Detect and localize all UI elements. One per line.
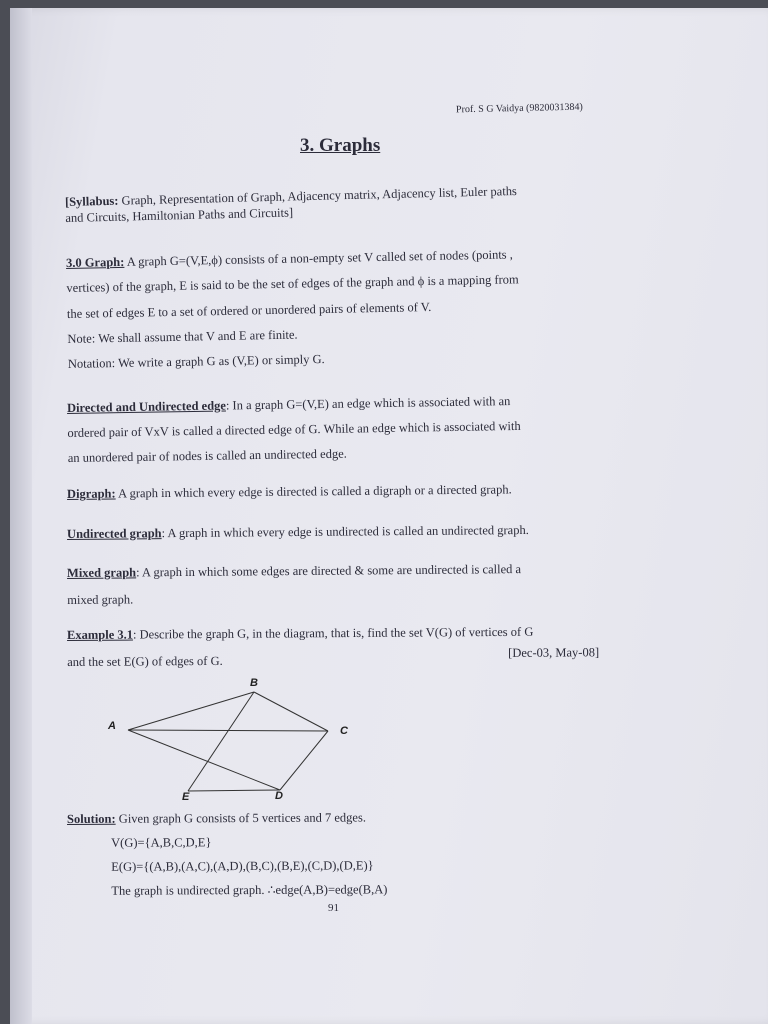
syllabus-line-1: Graph, Representation of Graph, Adjacency matrix, Adjacency list, Euler paths: [121, 183, 518, 208]
page-number: 91: [328, 902, 339, 914]
edge-a-b: [128, 692, 254, 730]
graph-diagram: [100, 676, 370, 806]
graph-heading: 3.0 Graph:: [65, 254, 125, 270]
graph-def-line-1: A graph G=(V,E,ϕ) consists of a non-empty set V called set of nodes (points ,: [126, 247, 513, 269]
vertex-label-b: B: [250, 677, 258, 689]
undirected-heading: Undirected graph: [66, 526, 162, 541]
undirected-conclusion: The graph is undirected graph. ∴edge(A,B)=edge(B,A): [111, 882, 388, 898]
directed-line-3: an unordered pair of nodes is called an undirected edge.: [67, 446, 347, 465]
vertex-label-d: D: [275, 790, 283, 802]
example-heading: Example 3.1: [66, 627, 134, 642]
edge-d-e: [188, 790, 280, 791]
vertex-label-c: C: [340, 725, 348, 737]
digraph-heading: Digraph:: [66, 486, 116, 501]
example-reference: [Dec-03, May-08]: [508, 645, 600, 660]
solution-line-1: Given graph G consists of 5 vertices and 7 edges.: [118, 810, 366, 826]
digraph-text: A graph in which every edge is directed is called a digraph or a directed graph.: [117, 482, 512, 501]
mixed-heading: Mixed graph: [66, 565, 137, 580]
directed-heading: Directed and Undirected edge: [66, 398, 226, 415]
note-text: Note: We shall assume that V and E are finite.: [67, 327, 298, 346]
graph-edges: [128, 692, 328, 791]
book-page: [10, 8, 768, 1024]
chapter-title: 3. Graphs: [300, 135, 381, 156]
directed-line-2: ordered pair of VxV is called a directed edge of G. While an edge which is associated with: [67, 418, 521, 440]
directed-line-1: : In a graph G=(V,E) an edge which is associated with an: [225, 394, 511, 413]
edge-c-d: [280, 731, 328, 790]
vertex-label-a: A: [108, 720, 116, 732]
vertex-labels: [107, 677, 349, 803]
syllabus-line-2: and Circuits, Hamiltonian Paths and Circuits]: [65, 205, 294, 225]
undirected-text: : A graph in which every edge is undirected is called an undirected graph.: [161, 522, 529, 541]
book-spine-shadow: [10, 8, 32, 1024]
graph-def-line-3: the set of edges E to a set of ordered or unordered pairs of elements of V.: [66, 299, 432, 321]
author-header: Prof. S G Vaidya (9820031384): [455, 101, 583, 116]
vertex-label-e: E: [182, 791, 190, 803]
mixed-line-2: mixed graph.: [67, 592, 134, 607]
example-line-2: and the set E(G) of edges of G.: [67, 653, 223, 669]
syllabus-label: [Syllabus:: [64, 193, 119, 209]
example-line-1: : Describe the graph G, in the diagram, that is, find the set V(G) of vertices of G: [132, 624, 534, 642]
edge-a-d: [128, 730, 280, 790]
notation-text: Notation: We write a graph G as (V,E) or simply G.: [67, 352, 325, 371]
graph-def-line-2: vertices) of the graph, E is said to be the set of edges of the graph and ϕ is a mapping from: [66, 272, 519, 295]
edge-set: E(G)={(A,B),(A,C),(A,D),(B,C),(B,E),(C,D),(D,E)}: [111, 858, 374, 874]
mixed-line-1: : A graph in which some edges are directed & some are undirected is called a: [136, 562, 522, 580]
vertex-set: V(G)={A,B,C,D,E}: [111, 835, 212, 850]
solution-heading: Solution:: [66, 811, 116, 826]
edge-b-c: [254, 692, 328, 731]
